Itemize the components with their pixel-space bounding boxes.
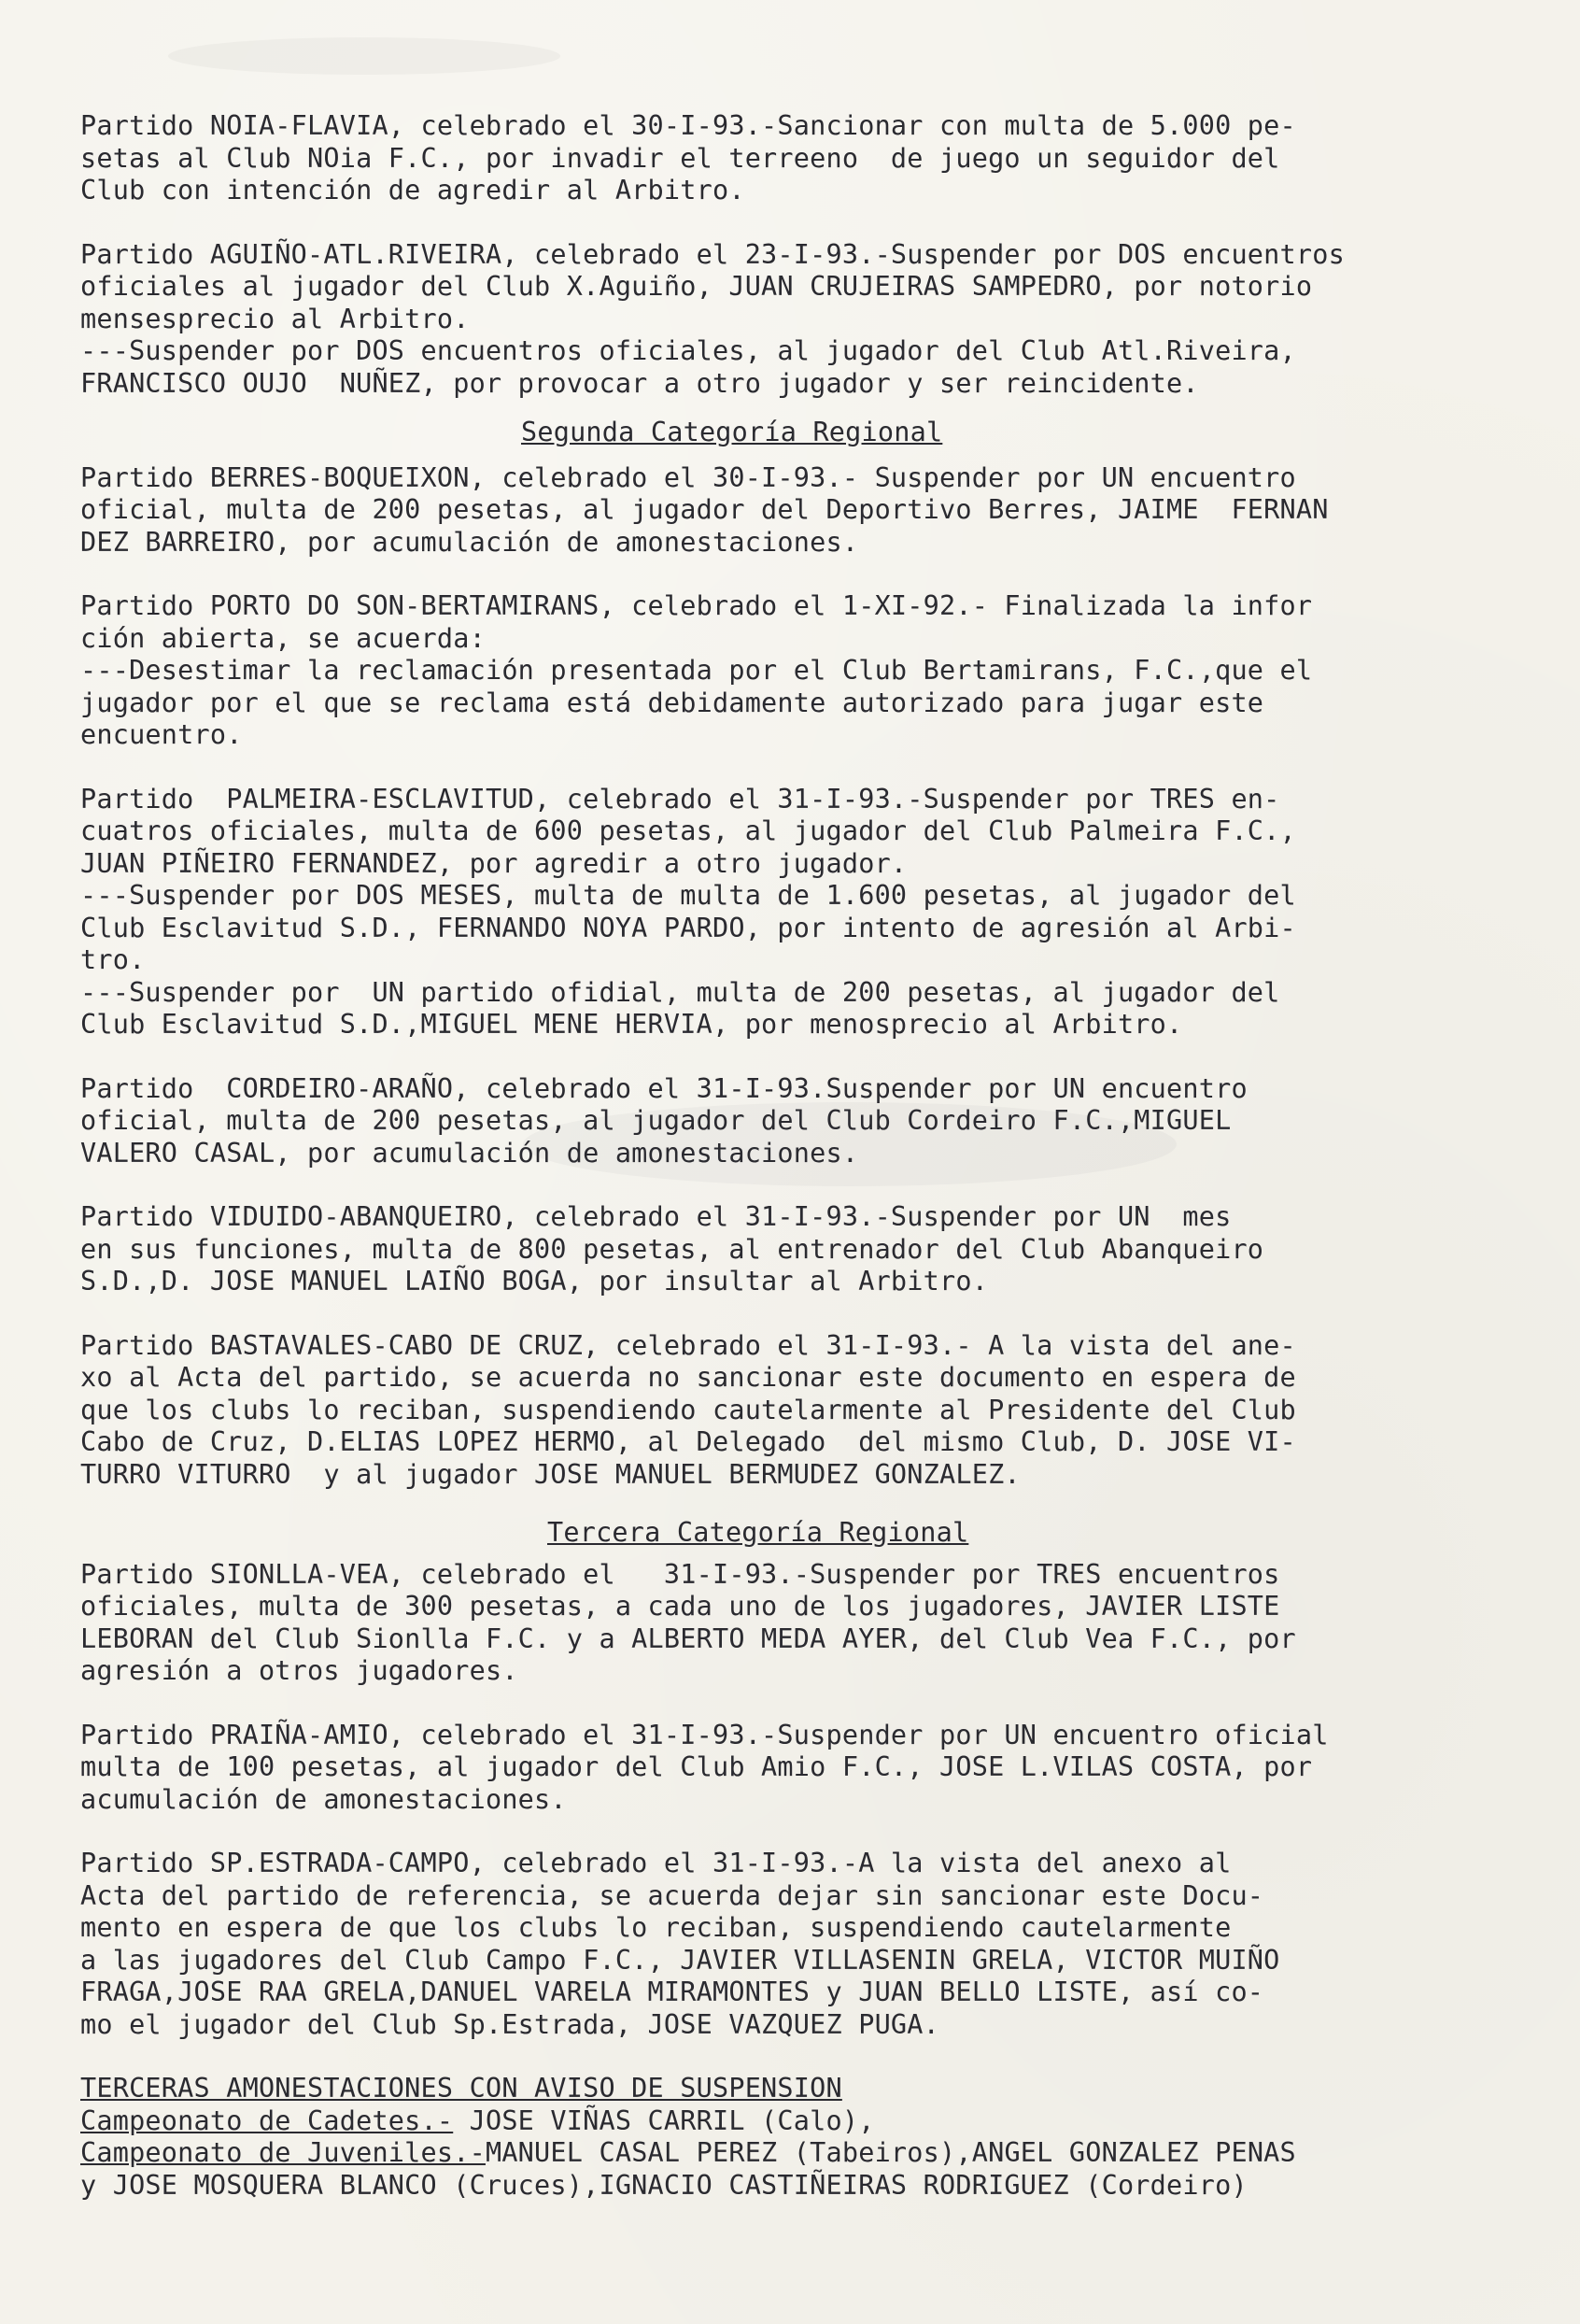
paragraph-line: Partido PALMEIRA-ESCLAVITUD, celebrado el 31-I-93.-Suspender por TRES en-	[80, 783, 1280, 815]
paragraph-line: cuatros oficiales, multa de 600 pesetas, al jugador del Club Palmeira F.C.,	[80, 815, 1296, 846]
heading-segunda-wrap	[80, 417, 1546, 449]
paragraph-line: mento en espera de que los clubs lo reciban, suspendiendo cautelarmente	[80, 1912, 1232, 1943]
cadetes-players: JOSE VIÑAS CARRIL (Calo),	[453, 2104, 875, 2136]
section-tercera	[80, 1559, 1546, 2042]
amonestaciones-title: TERCERAS AMONESTACIONES CON AVISO DE SUSPENSION	[80, 2073, 842, 2104]
document-body	[80, 110, 1546, 2202]
paragraph-line: Partido PRAIÑA-AMIO, celebrado el 31-I-93.-Suspender por UN encuentro oficial	[80, 1719, 1329, 1750]
amonestaciones-block	[80, 2073, 1546, 2202]
sanction-paragraph	[80, 1559, 1546, 1688]
paper-smudge	[168, 37, 560, 75]
paragraph-line: Acta del partido de referencia, se acuerda dejar sin sancionar este Docu-	[80, 1879, 1264, 1911]
paragraph-line: ---Suspender por DOS encuentros oficiales, al jugador del Club Atl.Riveira,	[80, 335, 1296, 366]
paragraph-line: oficiales al jugador del Club X.Aguiño, JUAN CRUJEIRAS SAMPEDRO, por notorio	[80, 271, 1313, 302]
heading-tercera-categoria: Tercera Categoría Regional	[547, 1517, 969, 1548]
paragraph-line: Club con intención de agredir al Arbitro.	[80, 175, 745, 205]
sanction-paragraph	[80, 239, 1546, 401]
paragraph-line: ción abierta, se acuerda:	[80, 622, 486, 654]
cadetes-label: Campeonato de Cadetes.-	[80, 2104, 454, 2136]
paragraph-line: ---Suspender por UN partido ofidial, multa de 200 pesetas, al jugador del	[80, 976, 1280, 1008]
heading-tercera-wrap	[80, 1517, 1546, 1550]
sanction-paragraph	[80, 462, 1546, 560]
paragraph-line: en sus funciones, multa de 800 pesetas, al entrenador del Club Abanqueiro	[80, 1233, 1264, 1265]
paragraph-line: Partido BASTAVALES-CABO DE CRUZ, celebrado el 31-I-93.- A la vista del ane-	[80, 1329, 1296, 1361]
paragraph-line: Partido NOIA-FLAVIA, celebrado el 30-I-93.-Sancionar con multa de 5.000 pe-	[80, 110, 1296, 141]
paragraph-line: FRAGA,JOSE RAA GRELA,DANUEL VARELA MIRAMONTES y JUAN BELLO LISTE, así co-	[80, 1977, 1264, 2007]
paragraph-line: oficial, multa de 200 pesetas, al jugador del Club Cordeiro F.C.,MIGUEL	[80, 1105, 1232, 1136]
sanction-paragraph	[80, 784, 1546, 1042]
paragraph-line: TURRO VITURRO y al jugador JOSE MANUEL BERMUDEZ GONZALEZ.	[80, 1458, 1021, 1490]
paragraph-line: JUAN PIÑEIRO FERNANDEZ, por agredir a otro jugador.	[80, 847, 908, 879]
paragraph-line: Partido VIDUIDO-ABANQUEIRO, celebrado el 31-I-93.-Suspender por UN mes	[80, 1201, 1232, 1232]
juveniles-label: Campeonato de Juveniles.-	[80, 2137, 486, 2168]
sanction-paragraph	[80, 1073, 1546, 1170]
paragraph-line: Partido PORTO DO SON-BERTAMIRANS, celebrado el 1-XI-92.- Finalizada la infor	[80, 590, 1313, 621]
paragraph-line: Club Esclavitud S.D.,MIGUEL MENE HERVIA, por menosprecio al Arbitro.	[80, 1009, 1183, 1040]
paragraph-line: mo el jugador del Club Sp.Estrada, JOSE VAZQUEZ PUGA.	[80, 2008, 939, 2040]
section-primera	[80, 110, 1546, 400]
paragraph-line: Club Esclavitud S.D., FERNANDO NOYA PARDO, por intento de agresión al Arbi-	[80, 912, 1296, 943]
paragraph-line: multa de 100 pesetas, al jugador del Club Amio F.C., JOSE L.VILAS COSTA, por	[80, 1751, 1313, 1782]
paragraph-line: oficial, multa de 200 pesetas, al jugador del Deportivo Berres, JAIME FERNAN	[80, 494, 1329, 525]
paragraph-line: mensesprecio al Arbitro.	[80, 303, 470, 334]
juveniles-players: MANUEL CASAL PEREZ (Tabeiros),ANGEL GONZALEZ PENAS	[485, 2137, 1296, 2168]
paragraph-line: Partido SP.ESTRADA-CAMPO, celebrado el 31-I-93.-A la vista del anexo al	[80, 1848, 1232, 1878]
sanction-paragraph	[80, 1330, 1546, 1492]
paragraph-line: agresión a otros jugadores.	[80, 1655, 518, 1686]
paragraph-line: jugador por el que se reclama está debidamente autorizado para jugar este	[80, 687, 1264, 718]
paragraph-line: oficiales, multa de 300 pesetas, a cada uno de los jugadores, JAVIER LISTE	[80, 1591, 1280, 1622]
paragraph-line: LEBORAN del Club Sionlla F.C. y a ALBERTO MEDA AYER, del Club Vea F.C., por	[80, 1623, 1296, 1654]
juveniles-players-cont: y JOSE MOSQUERA BLANCO (Cruces),IGNACIO CASTIÑEIRAS RODRIGUEZ (Cordeiro)	[80, 2169, 1248, 2201]
paragraph-line: Partido AGUIÑO-ATL.RIVEIRA, celebrado el 23-I-93.-Suspender por DOS encuentros	[80, 238, 1345, 270]
paragraph-line: encuentro.	[80, 719, 243, 750]
paragraph-line: DEZ BARREIRO, por acumulación de amonestaciones.	[80, 526, 859, 558]
paragraph-line: Partido BERRES-BOQUEIXON, celebrado el 30-I-93.- Suspender por UN encuentro	[80, 461, 1296, 493]
sanction-paragraph	[80, 590, 1546, 752]
paragraph-line: ---Suspender por DOS MESES, multa de multa de 1.600 pesetas, al jugador del	[80, 880, 1296, 911]
heading-segunda-categoria: Segunda Categoría Regional	[521, 417, 943, 447]
section-segunda	[80, 462, 1546, 1492]
paragraph-line: setas al Club NOia F.C., por invadir el terreeno de juego un seguidor del	[80, 142, 1280, 174]
paragraph-line: a las jugadores del Club Campo F.C., JAVIER VILLASENIN GRELA, VICTOR MUIÑO	[80, 1944, 1280, 1976]
paragraph-line: S.D.,D. JOSE MANUEL LAIÑO BOGA, por insultar al Arbitro.	[80, 1266, 989, 1297]
paragraph-line: Partido SIONLLA-VEA, celebrado el 31-I-93.-Suspender por TRES encuentros	[80, 1558, 1280, 1590]
paragraph-line: Cabo de Cruz, D.ELIAS LOPEZ HERMO, al Delegado del mismo Club, D. JOSE VI-	[80, 1426, 1296, 1457]
paragraph-line: acumulación de amonestaciones.	[80, 1783, 567, 1815]
sanction-paragraph	[80, 1848, 1546, 2041]
paragraph-line: que los clubs lo reciban, suspendiendo cautelarmente al Presidente del Club	[80, 1394, 1296, 1425]
paragraph-line: tro.	[80, 944, 146, 975]
paragraph-line: ---Desestimar la reclamación presentada por el Club Bertamirans, F.C.,que el	[80, 655, 1313, 686]
paragraph-line: VALERO CASAL, por acumulación de amonestaciones.	[80, 1137, 859, 1169]
sanction-paragraph	[80, 1720, 1546, 1817]
sanction-paragraph	[80, 1201, 1546, 1298]
paragraph-line: xo al Acta del partido, se acuerda no sancionar este documento en espera de	[80, 1362, 1296, 1393]
sanction-paragraph	[80, 110, 1546, 207]
paragraph-line: FRANCISCO OUJO NUÑEZ, por provocar a otro jugador y ser reincidente.	[80, 367, 1199, 399]
paragraph-line: Partido CORDEIRO-ARAÑO, celebrado el 31-I-93.Suspender por UN encuentro	[80, 1072, 1248, 1104]
